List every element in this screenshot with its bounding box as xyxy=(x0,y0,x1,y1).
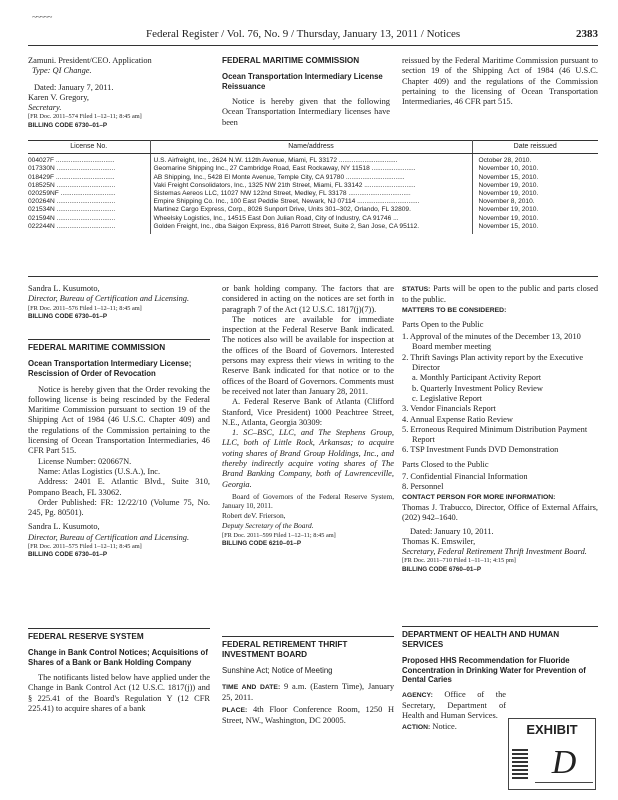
signer-title: Secretary. xyxy=(28,103,62,113)
notice-body: Notice is hereby given that the following Ocean Transportation Intermediary licenses have been xyxy=(222,97,390,127)
signer-name: Thomas K. Emswiler, xyxy=(402,536,476,546)
fr-doc-line: [FR Doc. 2011–599 Filed 1–12–11; 8:45 am] xyxy=(222,531,336,539)
paragraph: 1. SC–BSC, LLC, and The Stephens Group, LLC, both of Little Rock, Arkansas; to acquire voting shares of Brand Group Holdings, Inc., and thereby indirectly acquire voting shares of The Brand Banking Company, both of Lawrenceville, Georgia. xyxy=(222,428,394,489)
header-rule xyxy=(28,45,598,46)
license-date: November 19, 2010. xyxy=(478,214,539,222)
col1-mid xyxy=(28,284,210,560)
table-row xyxy=(28,190,598,198)
license-name: Golden Freight, Inc., dba Saigon Express, 816 Parrott Street, Suite 2, San Jose, CA 95112. xyxy=(150,223,472,234)
time-label: TIME AND DATE: xyxy=(222,683,281,691)
address-line: Address: 2401 E. Atlantic Blvd., Suite 310, Pompano Beach, FL 33062. xyxy=(28,477,210,497)
agency-heading: FEDERAL RESERVE SYSTEM xyxy=(28,632,144,641)
col3-top xyxy=(402,56,598,107)
list-item: c. Legislative Report xyxy=(412,393,483,403)
list-item: a. Monthly Participant Activity Report xyxy=(412,373,542,383)
list-item: 7. Confidential Financial Information xyxy=(402,472,528,482)
license-name: Martinez Cargo Express, Corp., 8026 Sunport Drive, Units 301–302, Orlando, FL 32809. xyxy=(150,206,472,214)
agency-heading: FEDERAL MARITIME COMMISSION xyxy=(222,56,360,65)
open-items-list xyxy=(402,332,598,456)
col3-bottom xyxy=(402,626,598,733)
page-number: 2383 xyxy=(576,28,598,40)
dated-line: Dated: January 7, 2011. xyxy=(34,82,114,92)
license-no: 021594N ................................ xyxy=(28,215,150,223)
fr-doc-line: [FR Doc. 2011–574 Filed 1–12–11; 8:45 am] xyxy=(28,113,142,121)
action-label: ACTION: xyxy=(402,723,431,731)
table-row xyxy=(28,174,598,182)
place-text: 4th Floor Conference Room, 1250 H Street, NW., Washington, DC 20005. xyxy=(222,705,394,726)
billing-code: BILLING CODE 6210–01–P xyxy=(222,539,302,547)
closing-line: Board of Governors of the Federal Reserve System, January 10, 2011. xyxy=(222,492,394,510)
license-date: November 19, 2010. xyxy=(478,181,539,189)
list-item: b. Quarterly Investment Policy Review xyxy=(412,383,543,393)
contact-label: CONTACT PERSON FOR MORE INFORMATION: xyxy=(402,493,556,501)
notice-heading: Ocean Transportation Intermediary License; Rescission of Order of Revocation xyxy=(28,359,192,378)
open-heading: Parts Open to the Public xyxy=(402,319,484,329)
exhibit-stamp xyxy=(508,718,596,790)
license-no: 017330N ................................ xyxy=(28,165,150,173)
fr-doc-line: [FR Doc. 2011–710 Filed 1–11–11; 4:15 pm] xyxy=(402,557,516,565)
license-no: 018429F ................................ xyxy=(28,174,150,182)
contact-text: Thomas J. Trabucco, Director, Office of External Affairs, (202) 942–1640. xyxy=(402,502,598,523)
col2-bottom xyxy=(222,636,394,727)
exhibit-label: EXHIBIT xyxy=(526,722,578,737)
license-name: AB Shipping, Inc., 5428 El Monte Avenue, Temple City, CA 91780 ................................ xyxy=(150,174,472,182)
billing-code: BILLING CODE 6730–01–P xyxy=(28,551,108,559)
signer-title: Director, Bureau of Certification and Licensing. xyxy=(28,294,190,304)
signer-title: Deputy Secretary of the Board. xyxy=(222,521,314,531)
license-name: Empire Shipping Co. Inc., 100 East Peddie Street, Newark, NJ 07114 .................................. xyxy=(150,198,472,206)
col3-mid xyxy=(402,284,598,574)
col2-top xyxy=(222,56,390,128)
license-no: 021534N ................................ xyxy=(28,206,150,214)
name-line: Name: Atlas Logistics (U.S.A.), Inc. xyxy=(38,466,161,476)
table-row xyxy=(28,182,598,190)
billing-code: BILLING CODE 6760–01–P xyxy=(402,565,482,573)
notice-heading: Change in Bank Control Notices; Acquisitions of Shares of a Bank or Bank Holding Company xyxy=(28,648,208,667)
license-name: Sistemas Aereos LLC, 11027 NW 122nd Street, Medley, FL 33178 .................................. xyxy=(150,190,472,198)
column-header: Name/address xyxy=(150,141,472,154)
agency-heading: DEPARTMENT OF HEALTH AND HUMAN SERVICES xyxy=(402,630,560,649)
barcode-strip xyxy=(512,749,528,779)
agency-heading: FEDERAL RETIREMENT THRIFT INVESTMENT BOARD xyxy=(222,640,348,659)
license-no: 020264N ................................ xyxy=(28,198,150,206)
section-divider xyxy=(222,636,394,660)
dated-line: Dated: January 10, 2011. xyxy=(410,526,494,536)
signer-title: Secretary, Federal Retirement Thrift Investment Board. xyxy=(402,547,587,557)
agency-heading: FEDERAL MARITIME COMMISSION xyxy=(28,343,166,353)
license-name: Vaki Freight Consolidators, Inc., 1325 NW 21th Street, Miami, FL 33142 ............................ xyxy=(150,182,472,190)
license-date: November 19, 2010. xyxy=(478,206,539,214)
license-no: 004027F ................................ xyxy=(28,154,150,166)
fr-doc-line: [FR Doc. 2011–576 Filed 1–12–11; 8:45 am] xyxy=(28,304,142,312)
table-row xyxy=(28,165,598,173)
license-date: November 19, 2010. xyxy=(478,190,539,198)
license-name: U.S. Airfreight, Inc., 2624 N.W. 112th Avenue, Miami, FL 33172 ................................ xyxy=(150,154,472,166)
table-header-row xyxy=(28,141,598,154)
notice-body-cont: reissued by the Federal Maritime Commission pursuant to section 19 of the Shipping Act of 1984 (46 U.S.C. Chapter 409) and the regulations of the Commission pertaining to the licensing of Ocean Transportation Intermediaries, 46 CFR part 515. xyxy=(402,56,598,107)
fr-doc-line: [FR Doc. 2011–575 Filed 1–12–11; 8:45 am] xyxy=(28,543,142,551)
col1-top xyxy=(28,56,208,130)
license-date: November 15, 2010. xyxy=(478,222,539,230)
table-row xyxy=(28,215,598,223)
license-date: November 8, 2010. xyxy=(478,198,535,206)
time-text: 9 a.m. (Eastern Time), January 25, 2011. xyxy=(222,681,395,702)
column-header: Date reissued xyxy=(472,141,598,154)
paragraph: The notices are available for immediate inspection at the Federal Reserve Bank indicated. The notices also will be available for inspection at the offices of the Board of Governors. Interested persons may express their views in writing to the Reserve Bank indicated for that notice or to the offices of the Board of Governors. Comments must be received not later than January 28, 2011. xyxy=(222,314,394,396)
col1-bottom xyxy=(28,628,210,714)
section-divider xyxy=(28,339,210,353)
list-item: 8. Personnel xyxy=(402,482,444,492)
table-row xyxy=(28,223,598,234)
notice-heading: Sunshine Act; Notice of Meeting xyxy=(222,666,333,675)
column-header: License No. xyxy=(28,141,150,154)
page-header xyxy=(28,28,598,44)
signer-name: Karen V. Gregory, xyxy=(28,92,90,102)
section-divider xyxy=(402,626,598,650)
table-row xyxy=(28,154,598,166)
closed-items-list xyxy=(402,472,598,493)
billing-code: BILLING CODE 6730–01–P xyxy=(28,121,108,129)
action-text: Notice. xyxy=(432,721,457,731)
list-item: 6. TSP Investment Funds DVD Demonstration xyxy=(402,445,559,455)
agency-text: Office of the Secretary, Department of Health and Human Services. xyxy=(402,689,507,721)
license-no: 020259NF .............................. xyxy=(28,190,150,198)
table-bottom-rule xyxy=(28,276,598,277)
list-item: 5. Erroneous Required Minimum Distribution Payment Report xyxy=(402,424,588,445)
notice-body: Notice is hereby given that the Order revoking the following license is being rescinded by the Federal Maritime Commission pursuant to section 19 of the Shipping Act of 1984 (46 U.S.C. Chapter 409) and the regulations of the Commission pertaining to the licensing of Ocean Transportation Intermediaries, 46 CFR Part 515. xyxy=(28,384,210,456)
type-line: Type: QI Change. xyxy=(32,66,92,76)
license-name: Geomarine Shipping Inc., 27 Cambridge Road, East Rockaway, NY 11518 ........................ xyxy=(150,165,472,173)
place-label: PLACE: xyxy=(222,707,248,715)
section-divider xyxy=(28,628,210,642)
list-item: 2. Thrift Savings Plan activity report by the Executive Director xyxy=(402,352,584,373)
license-date: October 28, 2010. xyxy=(478,157,532,165)
signer-name: Sandra L. Kusumoto, xyxy=(28,284,100,293)
agency-label: AGENCY: xyxy=(402,691,433,699)
matters-label: MATTERS TO BE CONSIDERED: xyxy=(402,306,507,314)
license-date: November 15, 2010. xyxy=(478,173,539,181)
status-text: Parts will be open to the public and parts closed to the public. xyxy=(402,284,599,305)
billing-code: BILLING CODE 6730–01–P xyxy=(28,313,108,320)
notice-heading: Ocean Transportation Intermediary License Reissuance xyxy=(222,72,383,91)
status-label: STATUS: xyxy=(402,286,431,293)
order-line: Order Published: FR: 12/22/10 (Volume 75, No. 245, Pg. 80501). xyxy=(28,497,210,518)
license-no: 018525N ................................ xyxy=(28,182,150,190)
corner-scribble: ~~~~~ xyxy=(32,12,52,22)
col2-mid xyxy=(222,284,394,548)
license-table xyxy=(28,140,598,234)
license-number-line: License Number: 020667N. xyxy=(38,456,132,466)
list-item: 4. Annual Expense Ratio Review xyxy=(402,414,513,424)
notice-heading: Proposed HHS Recommendation for Fluoride Concentration in Drinking Water for Prevention of Dental Caries xyxy=(402,656,586,685)
license-date: November 10, 2010. xyxy=(478,165,539,173)
license-no: 022244N ................................ xyxy=(28,223,150,234)
exhibit-letter: D xyxy=(535,743,593,783)
applicant-line: Zamuni. President/CEO. Application xyxy=(28,56,152,65)
signer-name: Robert deV. Frierson, xyxy=(222,510,286,520)
license-name: Wheelsky Logistics, Inc., 14515 East Don Julian Road, City of Industry, CA 91746 ... xyxy=(150,215,472,223)
paragraph: or bank holding company. The factors that are considered in acting on the notices are set forth in paragraph 7 of the Act (12 U.S.C. 1817(j)(7)). xyxy=(222,284,394,314)
table-row xyxy=(28,206,598,214)
paragraph: A. Federal Reserve Bank of Atlanta (Clifford Stanford, Vice President) 1000 Peachtree Street, N.E., Atlanta, Georgia 30309: xyxy=(222,397,394,427)
running-title: Federal Register / Vol. 76, No. 9 / Thursday, January 13, 2011 / Notices xyxy=(146,28,461,40)
table-row xyxy=(28,198,598,206)
list-item: 3. Vendor Financials Report xyxy=(402,404,496,414)
list-item: 1. Approval of the minutes of the December 13, 2010 Board member meeting xyxy=(402,332,581,352)
closed-heading: Parts Closed to the Public xyxy=(402,459,489,469)
notice-body: The notificants listed below have applied under the Change in Bank Control Act (12 U.S.C. 1817(j)) and § 225.41 of the Board's Regulation Y (12 CFR 225.41) to acquire shares of a bank xyxy=(28,673,210,714)
signer-name: Sandra L. Kusumoto, xyxy=(28,522,100,532)
signer-title: Director, Bureau of Certification and Licensing. xyxy=(28,532,190,542)
